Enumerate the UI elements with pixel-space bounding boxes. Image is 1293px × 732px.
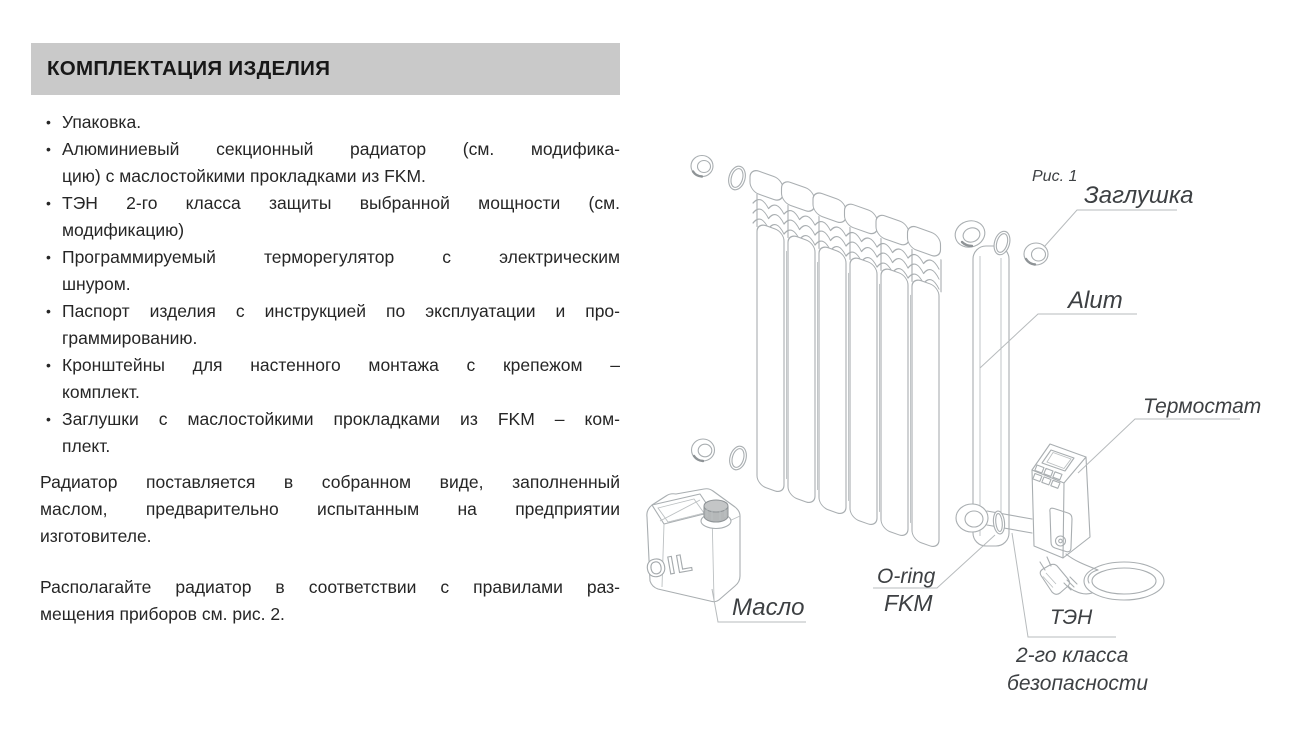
list-item bbox=[46, 298, 620, 352]
text-line: Заглушки с маслостойкими прокладками из FKM – ком- bbox=[62, 409, 620, 429]
text-line: модификацию) bbox=[62, 220, 185, 240]
text-line: Алюминиевый секционный радиатор (см. модифика- bbox=[62, 139, 620, 159]
plug-and-oring-mid-left bbox=[692, 439, 749, 472]
text-line: изготовителе. bbox=[40, 526, 152, 546]
label-ten-class-2: безопасности bbox=[1007, 672, 1149, 695]
bullet-icon: • bbox=[46, 303, 51, 319]
paragraph bbox=[40, 469, 620, 550]
label-oring-line1: O-ring bbox=[877, 565, 936, 588]
label-alum: Alum bbox=[1068, 287, 1123, 314]
figure-1-illustration bbox=[630, 130, 1293, 732]
text-line: шнуром. bbox=[62, 274, 131, 294]
label-ten: ТЭН bbox=[1050, 606, 1093, 629]
label-plug: Заглушка bbox=[1084, 182, 1194, 209]
text-line: Радиатор поставляется в собранном виде, заполненный bbox=[40, 472, 620, 492]
text-line: Упаковка. bbox=[62, 112, 142, 132]
list-item bbox=[46, 190, 620, 244]
text-line: граммированию. bbox=[62, 328, 198, 348]
bullet-icon: • bbox=[46, 141, 51, 157]
label-oring-fkm: FKM bbox=[884, 590, 933, 616]
text-line: Кронштейны для настенного монтажа с крепежом – bbox=[62, 355, 620, 375]
canister-oil-text: OIL bbox=[644, 548, 696, 584]
bullet-icon: • bbox=[46, 411, 51, 427]
label-thermostat: Термостат bbox=[1143, 395, 1262, 418]
list-item bbox=[46, 352, 620, 406]
list-item bbox=[46, 244, 620, 298]
thermostat-drawing bbox=[1032, 444, 1164, 600]
section-header bbox=[31, 43, 620, 95]
paragraph bbox=[40, 574, 620, 628]
plug-and-oring-top-left bbox=[691, 156, 748, 192]
text-line: плект. bbox=[62, 436, 111, 456]
text-line: Программируемый терморегулятор с электрическим bbox=[62, 247, 620, 267]
text-line: мещения приборов см. рис. 2. bbox=[40, 604, 285, 624]
label-ten-class-1: 2-го класса bbox=[1016, 644, 1129, 667]
figure-caption: Рис. 1 bbox=[1032, 168, 1078, 185]
oil-canister bbox=[644, 489, 740, 602]
list-item bbox=[46, 109, 620, 136]
text-line: ТЭН 2-го класса защиты выбранной мощности (см. bbox=[62, 193, 620, 213]
label-oil: Масло bbox=[732, 594, 805, 621]
radiator-drawing bbox=[750, 168, 941, 550]
text-line: комплект. bbox=[62, 382, 140, 402]
package-list bbox=[46, 109, 620, 460]
page-title: КОМПЛЕКТАЦИЯ ИЗДЕЛИЯ bbox=[47, 57, 331, 80]
text-line: Паспорт изделия с инструкцией по эксплуатации и про- bbox=[62, 301, 620, 321]
list-item bbox=[46, 406, 620, 460]
bullet-icon: • bbox=[46, 357, 51, 373]
bullet-icon: • bbox=[46, 195, 51, 211]
list-item bbox=[46, 136, 620, 190]
bullet-icon: • bbox=[46, 114, 51, 130]
radiator-end-section bbox=[952, 217, 1009, 546]
paragraphs bbox=[40, 469, 620, 628]
text-line: цию) с маслостойкими прокладками из FKM. bbox=[62, 166, 426, 186]
bullet-icon: • bbox=[46, 249, 51, 265]
text-line: маслом, предварительно испытанным на предприятии bbox=[40, 499, 620, 519]
text-line: Располагайте радиатор в соответствии с правилами раз- bbox=[40, 577, 620, 597]
